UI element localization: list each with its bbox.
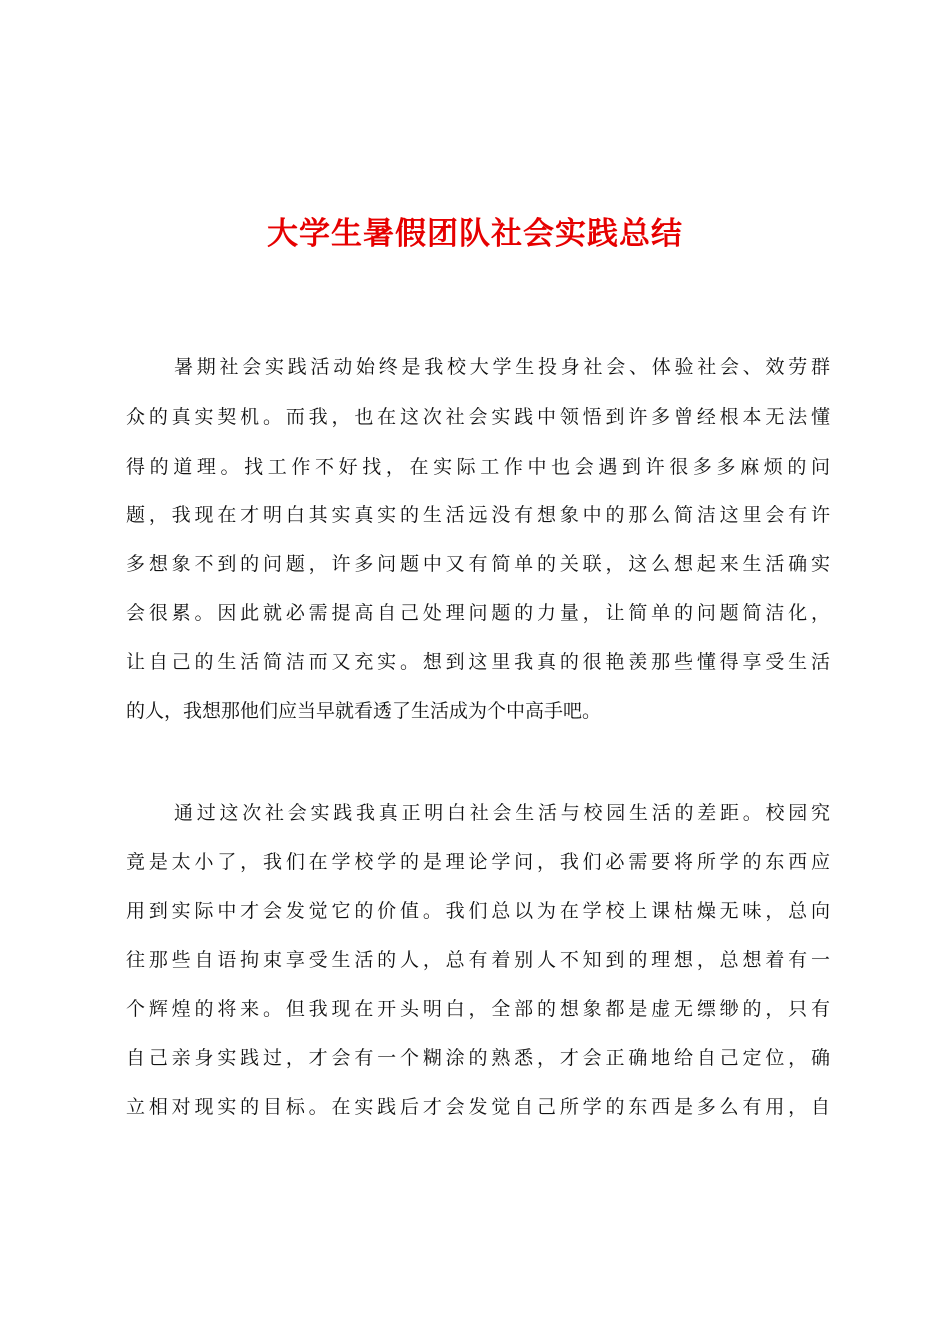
paragraph-line: 往那些自语拘束享受生活的人，总有着别人不知到的理想，总想着有一 — [126, 949, 830, 971]
paragraph-line: 通过这次社会实践我真正明白社会生活与校园生活的差距。校园究 — [174, 802, 830, 824]
paragraph-line: 自己亲身实践过，才会有一个糊涂的熟悉，才会正确地给自己定位，确 — [126, 1047, 830, 1069]
paragraph-line: 得的道理。找工作不好找，在实际工作中也会遇到许很多多麻烦的问 — [126, 456, 830, 478]
paragraph-line: 会很累。因此就必需提高自己处理问题的力量，让简单的问题简洁化， — [126, 602, 830, 624]
paragraph-line: 用到实际中才会发觉它的价值。我们总以为在学校上课枯燥无味，总向 — [126, 900, 830, 922]
paragraph-line: 个辉煌的将来。但我现在开头明白，全部的想象都是虚无缥缈的，只有 — [126, 998, 830, 1020]
paragraph-line: 众的真实契机。而我，也在这次社会实践中领悟到许多曾经根本无法懂 — [126, 406, 830, 428]
paragraph-line: 多想象不到的问题，许多问题中又有简单的关联，这么想起来生活确实 — [126, 553, 830, 575]
paragraph-line: 竟是太小了，我们在学校学的是理论学问，我们必需要将所学的东西应 — [126, 851, 830, 873]
document-title: 大学生暑假团队社会实践总结 — [267, 216, 683, 252]
paragraph-line: 的人，我想那他们应当早就看透了生活成为个中高手吧。 — [126, 700, 602, 722]
paragraph-line: 题，我现在才明白其实真实的生活远没有想象中的那么简洁这里会有许 — [126, 504, 830, 526]
paragraph-line: 立相对现实的目标。在实践后才会发觉自己所学的东西是多么有用，自 — [126, 1096, 830, 1118]
paragraph-line: 让自己的生活简洁而又充实。想到这里我真的很艳羡那些懂得享受生活 — [126, 651, 830, 673]
paragraph-line: 暑期社会实践活动始终是我校大学生投身社会、体验社会、效劳群 — [174, 356, 830, 378]
